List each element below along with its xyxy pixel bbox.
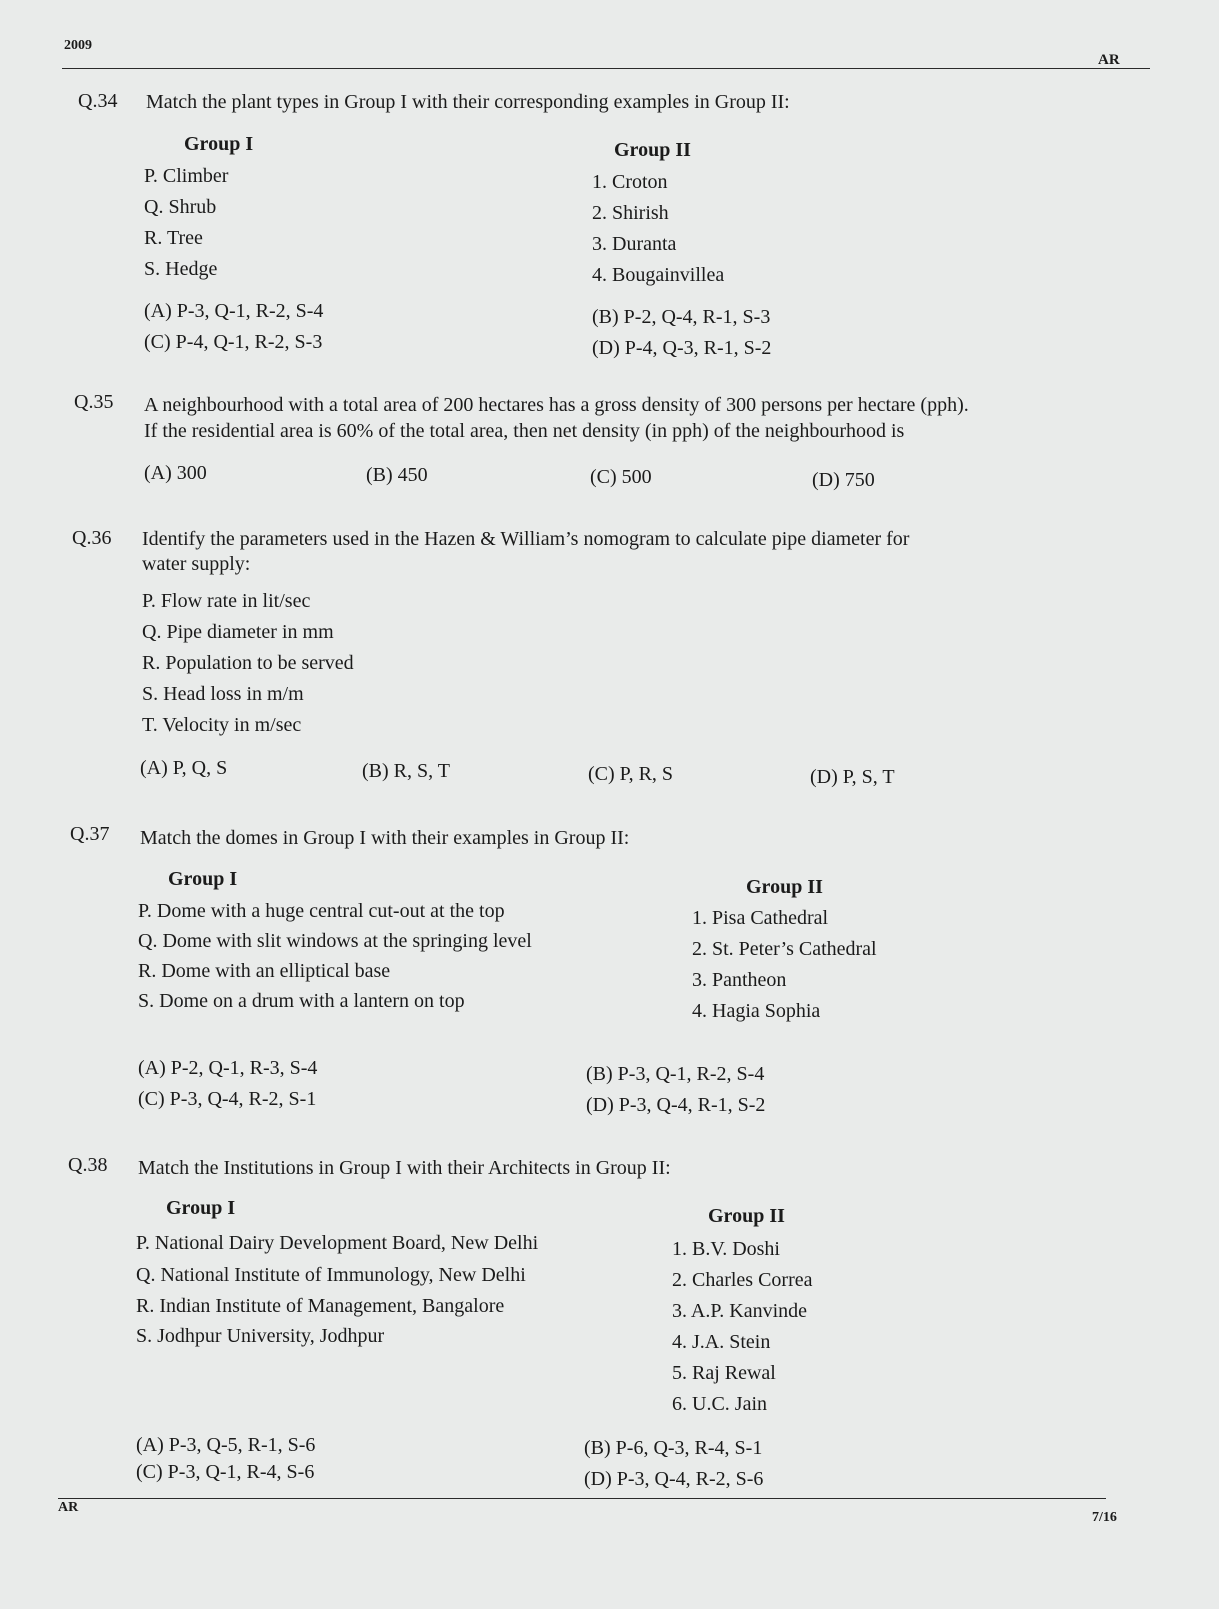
q34-group1-item: S. Hedge <box>144 258 218 280</box>
q38-option-a[interactable]: (A) P-3, Q-5, R-1, S-6 <box>136 1434 316 1456</box>
q36-item: R. Population to be served <box>142 652 354 674</box>
q37-number: Q.37 <box>70 823 110 845</box>
q34-text: Match the plant types in Group I with their corresponding examples in Group II: <box>146 91 790 113</box>
q38-group2-item: 5. Raj Rewal <box>672 1362 776 1384</box>
q38-group1-item: R. Indian Institute of Management, Bangalore <box>136 1295 505 1317</box>
q34-group2-title: Group II <box>614 139 691 161</box>
q38-text: Match the Institutions in Group I with their Architects in Group II: <box>138 1157 671 1179</box>
q34-option-a[interactable]: (A) P-3, Q-1, R-2, S-4 <box>144 300 324 322</box>
q37-group1-item: P. Dome with a huge central cut-out at the top <box>138 900 505 922</box>
q38-group2-item: 2. Charles Correa <box>672 1269 813 1291</box>
q37-group1-item: Q. Dome with slit windows at the springing level <box>138 930 532 952</box>
q37-option-a[interactable]: (A) P-2, Q-1, R-3, S-4 <box>138 1057 318 1079</box>
q36-option-a[interactable]: (A) P, Q, S <box>140 757 228 779</box>
q37-group2-item: 1. Pisa Cathedral <box>692 907 829 929</box>
q35-option-c[interactable]: (C) 500 <box>590 466 652 488</box>
header-year: 2009 <box>64 38 92 53</box>
q34-group2-item: 4. Bougainvillea <box>592 264 725 286</box>
q38-option-c[interactable]: (C) P-3, Q-1, R-4, S-6 <box>136 1461 315 1483</box>
q36-item: P. Flow rate in lit/sec <box>142 590 311 612</box>
q38-option-d[interactable]: (D) P-3, Q-4, R-2, S-6 <box>584 1468 764 1490</box>
q37-group1-item: R. Dome with an elliptical base <box>138 960 391 982</box>
q35-option-d[interactable]: (D) 750 <box>812 469 875 491</box>
q35-option-a[interactable]: (A) 300 <box>144 462 207 484</box>
q38-group1-title: Group I <box>166 1197 236 1219</box>
header-paper-code: AR <box>1098 52 1120 68</box>
q37-option-c[interactable]: (C) P-3, Q-4, R-2, S-1 <box>138 1088 317 1110</box>
q37-group2-item: 3. Pantheon <box>692 969 787 991</box>
q36-line1: Identify the parameters used in the Hazen & William’s nomogram to calculate pipe diameter for <box>142 528 910 550</box>
q36-item: Q. Pipe diameter in mm <box>142 621 334 643</box>
q38-group2-item: 6. U.C. Jain <box>672 1393 767 1415</box>
q38-group1-item: S. Jodhpur University, Jodhpur <box>136 1325 385 1347</box>
q36-option-c[interactable]: (C) P, R, S <box>588 763 674 785</box>
q37-group1-item: S. Dome on a drum with a lantern on top <box>138 990 465 1012</box>
q38-option-b[interactable]: (B) P-6, Q-3, R-4, S-1 <box>584 1437 763 1459</box>
q38-group1-item: P. National Dairy Development Board, New Delhi <box>136 1232 539 1254</box>
q34-group2-item: 1. Croton <box>592 171 668 193</box>
q35-line2: If the residential area is 60% of the total area, then net density (in pph) of the neighbourhood is <box>144 420 905 442</box>
q36-line2: water supply: <box>142 553 251 575</box>
q38-group2-item: 1. B.V. Doshi <box>672 1238 780 1260</box>
header-divider <box>62 68 1150 69</box>
q37-text: Match the domes in Group I with their examples in Group II: <box>140 827 630 849</box>
q37-option-d[interactable]: (D) P-3, Q-4, R-1, S-2 <box>586 1094 766 1116</box>
q36-item: T. Velocity in m/sec <box>142 714 302 736</box>
q36-number: Q.36 <box>72 527 112 549</box>
q34-option-c[interactable]: (C) P-4, Q-1, R-2, S-3 <box>144 331 323 353</box>
q36-option-b[interactable]: (B) R, S, T <box>362 760 450 782</box>
q35-option-b[interactable]: (B) 450 <box>366 464 428 486</box>
q37-group1-title: Group I <box>168 868 238 890</box>
q37-group2-item: 2. St. Peter’s Cathedral <box>692 938 877 960</box>
q34-group2-item: 2. Shirish <box>592 202 669 224</box>
q34-option-d[interactable]: (D) P-4, Q-3, R-1, S-2 <box>592 337 772 359</box>
q35-number: Q.35 <box>74 391 114 413</box>
footer-paper-code: AR <box>58 1500 79 1515</box>
q38-group1-item: Q. National Institute of Immunology, New Delhi <box>136 1264 526 1286</box>
q34-group1-item: P. Climber <box>144 165 229 187</box>
q34-group2-item: 3. Duranta <box>592 233 677 255</box>
q35-line1: A neighbourhood with a total area of 200 hectares has a gross density of 300 persons per hectare (pph). <box>144 394 969 416</box>
q34-number: Q.34 <box>78 90 118 112</box>
q34-option-b[interactable]: (B) P-2, Q-4, R-1, S-3 <box>592 306 771 328</box>
q37-group2-item: 4. Hagia Sophia <box>692 1000 821 1022</box>
q36-item: S. Head loss in m/m <box>142 683 304 705</box>
q37-group2-title: Group II <box>746 876 823 898</box>
footer-divider <box>58 1498 1106 1499</box>
q38-group2-item: 3. A.P. Kanvinde <box>672 1300 807 1322</box>
q37-option-b[interactable]: (B) P-3, Q-1, R-2, S-4 <box>586 1063 765 1085</box>
footer-page-number: 7/16 <box>1092 1510 1117 1525</box>
q38-group2-title: Group II <box>708 1205 785 1227</box>
q38-group2-item: 4. J.A. Stein <box>672 1331 771 1353</box>
q34-group1-item: Q. Shrub <box>144 196 217 218</box>
q36-option-d[interactable]: (D) P, S, T <box>810 766 895 788</box>
q38-number: Q.38 <box>68 1154 108 1176</box>
q34-group1-title: Group I <box>184 133 254 155</box>
q34-group1-item: R. Tree <box>144 227 203 249</box>
